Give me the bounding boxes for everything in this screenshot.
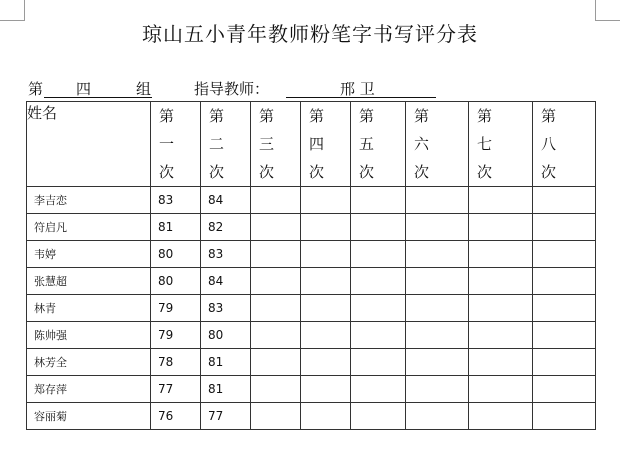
score-cell: 78	[151, 349, 201, 376]
score-cell: 80	[151, 241, 201, 268]
score-cell: 77	[201, 403, 251, 430]
round-header-char: 六	[414, 135, 430, 153]
score-cell	[533, 403, 596, 430]
score-cell	[406, 349, 469, 376]
score-cell	[533, 187, 596, 214]
score-cell	[301, 349, 351, 376]
score-cell	[351, 295, 406, 322]
round-header-char: 第	[414, 107, 430, 125]
round-header	[533, 102, 596, 187]
round-header-char: 二	[209, 135, 225, 153]
score-cell: 79	[151, 322, 201, 349]
group-value: 四	[76, 80, 92, 98]
student-name-cell: 林芳全	[27, 349, 151, 376]
round-header	[201, 102, 251, 187]
score-cell	[469, 322, 533, 349]
student-name-cell: 符启凡	[27, 214, 151, 241]
score-cell	[301, 187, 351, 214]
round-header-char: 第	[209, 107, 225, 125]
score-cell	[533, 295, 596, 322]
teacher-label: 指导教师：	[194, 80, 270, 98]
table-row	[27, 241, 596, 268]
score-cell	[469, 295, 533, 322]
score-cell: 83	[151, 187, 201, 214]
score-cell	[251, 187, 301, 214]
round-header-char: 次	[541, 163, 557, 181]
round-header-char: 次	[359, 163, 375, 181]
score-cell	[251, 214, 301, 241]
score-cell	[301, 295, 351, 322]
student-name-cell: 郑存萍	[27, 376, 151, 403]
document-title: 琼山五小青年教师粉笔字书写评分表	[142, 22, 478, 46]
score-cell	[351, 214, 406, 241]
score-cell: 77	[151, 376, 201, 403]
score-cell	[406, 268, 469, 295]
score-cell	[406, 403, 469, 430]
score-cell: 82	[201, 214, 251, 241]
round-header-char: 第	[159, 107, 175, 125]
table-row	[27, 349, 596, 376]
round-header-char: 次	[209, 163, 225, 181]
score-cell	[533, 322, 596, 349]
score-cell	[351, 349, 406, 376]
score-cell	[351, 376, 406, 403]
score-cell	[301, 268, 351, 295]
score-cell: 84	[201, 268, 251, 295]
round-header-char: 次	[309, 163, 325, 181]
score-cell	[406, 214, 469, 241]
score-cell: 83	[201, 295, 251, 322]
score-cell: 80	[201, 322, 251, 349]
round-header-char: 第	[309, 107, 325, 125]
round-header-char: 三	[259, 135, 275, 153]
name-column-header: 姓名	[27, 102, 151, 187]
round-header-char: 八	[541, 135, 557, 153]
score-cell	[351, 322, 406, 349]
student-name-cell: 李吉恋	[27, 187, 151, 214]
table-row	[27, 295, 596, 322]
score-cell	[301, 403, 351, 430]
student-name-cell: 林青	[27, 295, 151, 322]
score-cell	[406, 241, 469, 268]
round-header-char: 七	[477, 135, 493, 153]
student-name-cell: 陈帅强	[27, 322, 151, 349]
score-cell	[351, 268, 406, 295]
score-cell	[351, 241, 406, 268]
score-cell	[469, 376, 533, 403]
score-cell	[251, 322, 301, 349]
score-cell	[533, 241, 596, 268]
score-cell	[533, 268, 596, 295]
score-cell	[301, 241, 351, 268]
score-cell	[406, 187, 469, 214]
score-cell: 79	[151, 295, 201, 322]
round-header	[151, 102, 201, 187]
student-name-cell: 张慧超	[27, 268, 151, 295]
score-cell: 80	[151, 268, 201, 295]
score-table	[26, 101, 596, 430]
score-cell	[301, 322, 351, 349]
round-header-char: 第	[359, 107, 375, 125]
score-cell	[351, 403, 406, 430]
score-cell	[533, 376, 596, 403]
score-cell	[469, 214, 533, 241]
score-cell	[533, 349, 596, 376]
score-cell	[251, 241, 301, 268]
score-cell: 81	[201, 349, 251, 376]
group-info-line	[28, 78, 588, 100]
score-cell	[469, 187, 533, 214]
table-row	[27, 403, 596, 430]
score-cell	[406, 376, 469, 403]
table-row	[27, 322, 596, 349]
score-cell	[469, 403, 533, 430]
group-suffix: 组	[136, 80, 152, 98]
round-header-char: 四	[309, 135, 325, 153]
score-cell	[406, 295, 469, 322]
score-cell	[251, 403, 301, 430]
round-header-char: 次	[414, 163, 430, 181]
score-cell	[251, 349, 301, 376]
table-row	[27, 187, 596, 214]
score-cell	[469, 241, 533, 268]
score-cell	[251, 268, 301, 295]
round-header-char: 次	[159, 163, 175, 181]
score-cell	[251, 295, 301, 322]
score-cell	[406, 322, 469, 349]
round-header-char: 一	[159, 135, 175, 153]
score-cell	[301, 376, 351, 403]
round-header-char: 五	[359, 135, 375, 153]
student-name-cell: 韦婷	[27, 241, 151, 268]
teacher-value: 邢 卫	[340, 80, 375, 98]
score-cell	[351, 187, 406, 214]
score-cell	[469, 268, 533, 295]
round-header-char: 第	[259, 107, 275, 125]
score-cell	[301, 214, 351, 241]
round-header-char: 次	[477, 163, 493, 181]
group-prefix: 第	[28, 80, 44, 98]
round-header	[351, 102, 406, 187]
score-cell: 81	[201, 376, 251, 403]
score-cell: 83	[201, 241, 251, 268]
round-header-char: 次	[259, 163, 275, 181]
round-header-char: 第	[477, 107, 493, 125]
student-name-cell: 容丽菊	[27, 403, 151, 430]
score-cell	[251, 376, 301, 403]
table-header-row	[27, 102, 596, 187]
score-cell: 76	[151, 403, 201, 430]
round-header	[301, 102, 351, 187]
table-row	[27, 268, 596, 295]
score-cell: 84	[201, 187, 251, 214]
round-header	[469, 102, 533, 187]
score-cell	[533, 214, 596, 241]
round-header	[406, 102, 469, 187]
score-cell: 81	[151, 214, 201, 241]
score-cell	[469, 349, 533, 376]
table-row	[27, 376, 596, 403]
round-header-char: 第	[541, 107, 557, 125]
round-header	[251, 102, 301, 187]
table-row	[27, 214, 596, 241]
